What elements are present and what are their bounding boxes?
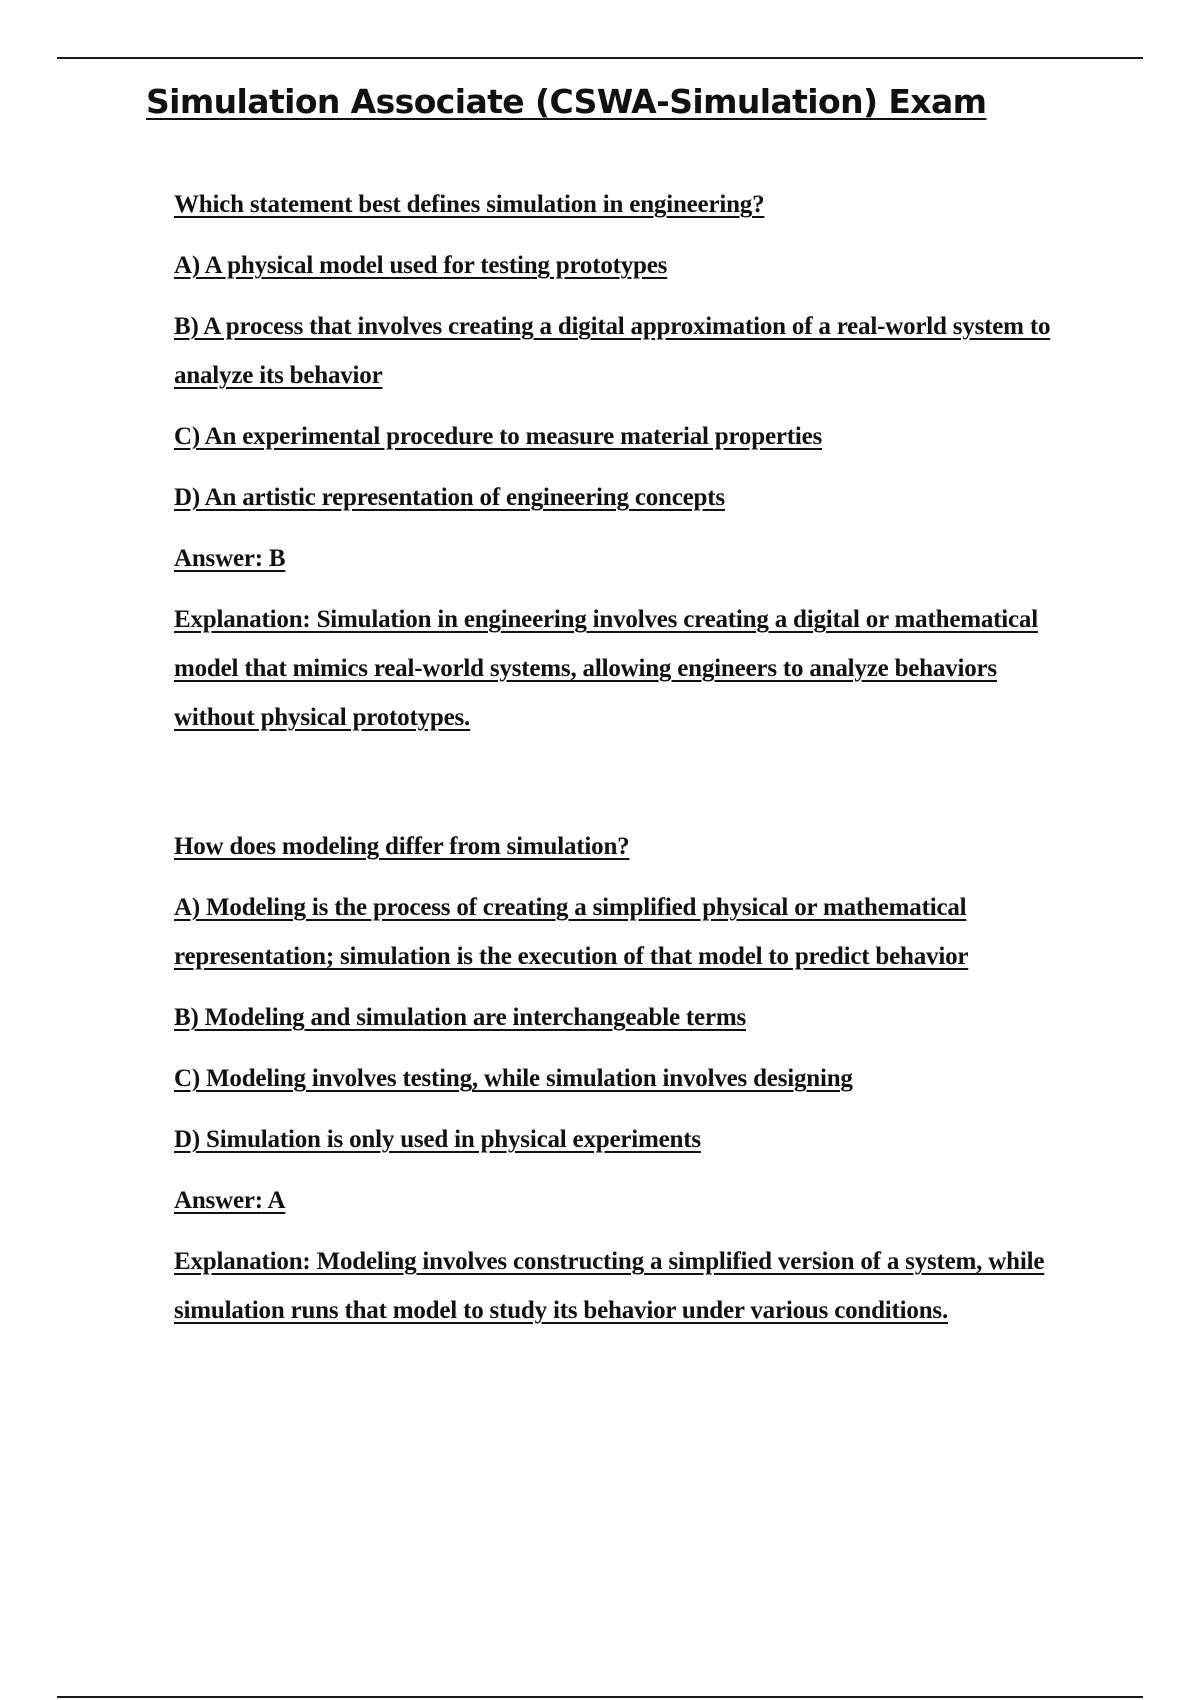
document-title: Simulation Associate (CSWA-Simulation) Exam [146, 82, 987, 121]
option-a: A) A physical model used for testing prototypes [174, 252, 668, 279]
question-text: How does modeling differ from simulation? [174, 833, 630, 860]
question-block-1 [174, 180, 1074, 742]
explanation: Explanation: Modeling involves constructing a simplified version of a system, while simulation runs that model to study its behavior under various conditions. [174, 1248, 1045, 1324]
option-c: C) Modeling involves testing, while simulation involves designing [174, 1065, 853, 1092]
question-text: Which statement best defines simulation in engineering? [174, 191, 765, 218]
option-d: D) An artistic representation of engineering concepts [174, 484, 725, 511]
bottom-rule [57, 1696, 1143, 1698]
explanation: Explanation: Simulation in engineering involves creating a digital or mathematical model that mimics real-world systems, allowing engineers to analyze behaviors without physical prototypes. [174, 606, 1038, 731]
document-body [174, 180, 1074, 1347]
option-b: B) Modeling and simulation are interchangeable terms [174, 1004, 746, 1031]
answer: Answer: A [174, 1187, 286, 1214]
option-c: C) An experimental procedure to measure material properties [174, 423, 823, 450]
option-b: B) A process that involves creating a digital approximation of a real-world system to analyze its behavior [174, 313, 1051, 389]
question-block-2 [174, 822, 1074, 1335]
option-a: A) Modeling is the process of creating a simplified physical or mathematical representation; simulation is the execution of that model to predict behavior [174, 894, 969, 970]
option-d: D) Simulation is only used in physical experiments [174, 1126, 701, 1153]
top-rule [57, 57, 1143, 59]
answer: Answer: B [174, 545, 286, 572]
